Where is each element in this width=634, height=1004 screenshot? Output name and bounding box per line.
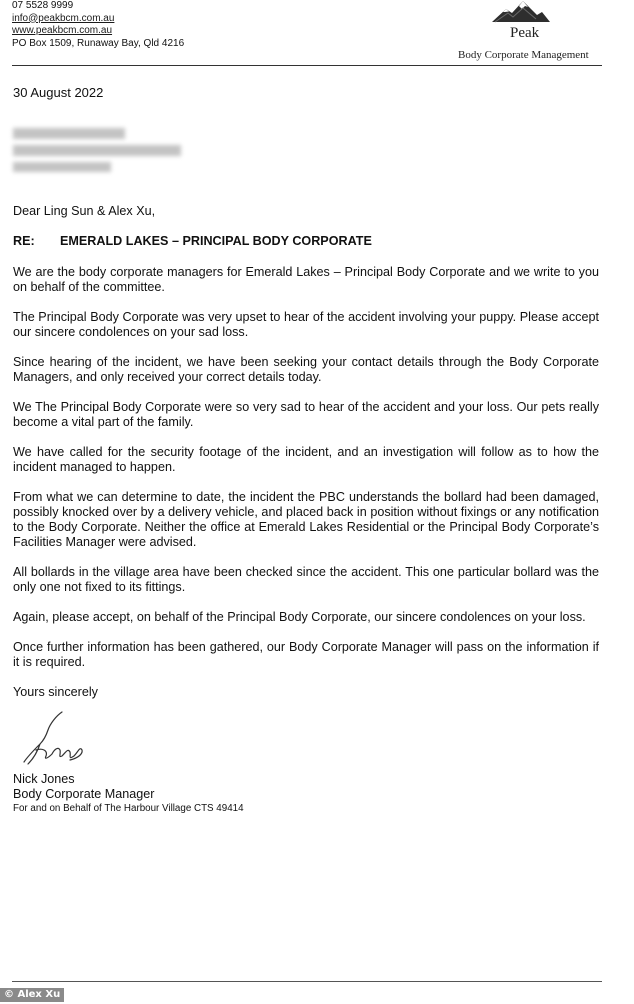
footer-divider (12, 981, 602, 982)
paragraph: Again, please accept, on behalf of the Principal Body Corporate, our sincere condolences on your loss. (13, 610, 586, 624)
signer-block (13, 772, 244, 816)
subject-label: RE: (13, 234, 35, 248)
paragraph: All bollards in the village area have been checked since the accident. This one particular bollard was the only one not fixed to its fittings. (13, 565, 599, 594)
paragraph: Since hearing of the incident, we have been seeking your contact details through the Body Corporate Managers, and only received your correct details today. (13, 355, 599, 384)
paragraph: The Principal Body Corporate was very upset to hear of the accident involving your puppy. Please accept our sincere condolences on your sad loss. (13, 310, 599, 339)
logo-brand: Peak (510, 25, 540, 41)
logo-tagline: Body Corporate Management (458, 49, 589, 61)
salutation: Dear Ling Sun & Alex Xu, (13, 204, 156, 218)
paragraph: We The Principal Body Corporate were so very sad to hear of the accident and your loss. Our pets really become a vital part of the family. (13, 400, 599, 429)
signer-behalf: For and on Behalf of The Harbour Village CTS 49414 (13, 803, 244, 814)
closing: Yours sincerely (13, 685, 98, 699)
paragraph: From what we can determine to date, the incident the PBC understands the bollard had been damaged, possibly knocked over by a delivery vehicle, and placed back in position without fixings or any notification to the Body Corporate. Neither the office at Emerald Lakes Residential or the Principal Body Corporate’s Facilities Manager were advised. (13, 490, 599, 549)
company-logo (450, 0, 610, 64)
postal-address: PO Box 1509, Runaway Bay, Qld 4216 (12, 37, 185, 49)
signer-name: Nick Jones (13, 772, 75, 786)
letter-date: 30 August 2022 (13, 85, 104, 100)
handwritten-signature (18, 710, 88, 768)
email-link[interactable]: info@peakbcm.com.au (12, 12, 115, 24)
mountain-icon (492, 0, 550, 24)
paragraph: We are the body corporate managers for Emerald Lakes – Principal Body Corporate and we write to you on behalf of the committee. (13, 265, 599, 294)
contact-block (12, 0, 184, 50)
phone-number: 07 5528 9999 (12, 0, 74, 11)
letter-body (13, 204, 599, 715)
paragraph: Once further information has been gathered, our Body Corporate Manager will pass on the information if it is required. (13, 640, 599, 669)
signer-title: Body Corporate Manager (13, 787, 155, 801)
paragraph: We have called for the security footage of the incident, and an investigation will follow as to how the incident managed to happen. (13, 445, 599, 474)
photo-credit: © Alex Xu (0, 988, 64, 1002)
subject-line (13, 234, 599, 249)
subject-text: EMERALD LAKES – PRINCIPAL BODY CORPORATE (60, 234, 372, 248)
website-link[interactable]: www.peakbcm.com.au (12, 25, 113, 36)
header-divider (12, 65, 602, 66)
